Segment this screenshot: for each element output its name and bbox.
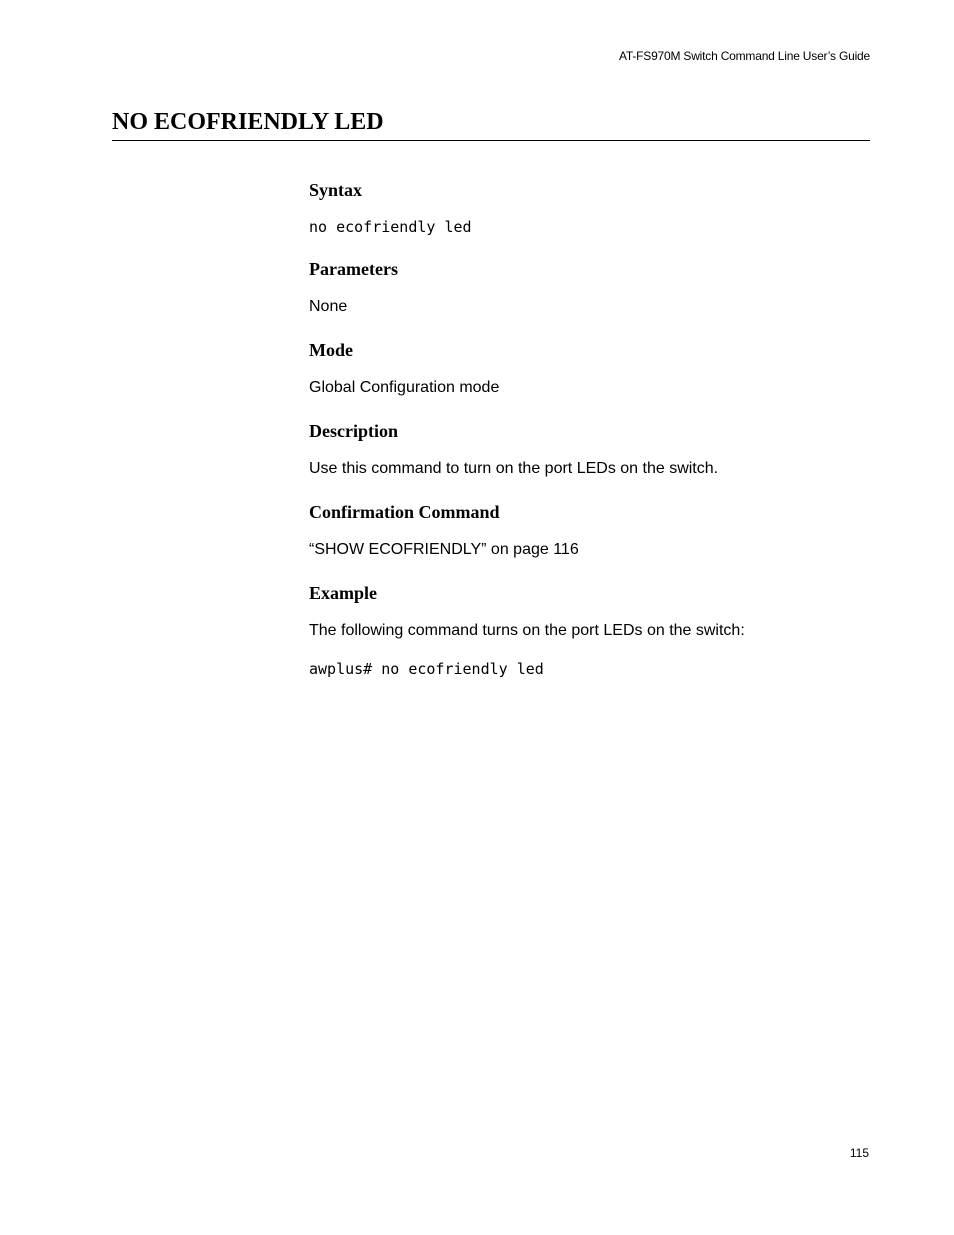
- confirmation-heading: Confirmation Command: [309, 502, 500, 522]
- example-heading: Example: [309, 583, 378, 603]
- running-header: AT-FS970M Switch Command Line User’s Guide: [618, 49, 870, 63]
- description-heading: Description: [309, 421, 398, 441]
- description-text: Use this command to turn on the port LEDs on the switch.: [309, 460, 719, 477]
- confirmation-text: “SHOW ECOFRIENDLY” on page 116: [309, 541, 579, 558]
- example-text: The following command turns on the port LEDs on the switch:: [309, 622, 745, 639]
- mode-text: Global Configuration mode: [309, 379, 500, 396]
- example-code: awplus# no ecofriendly led: [309, 660, 544, 678]
- title-divider: [112, 140, 870, 141]
- syntax-heading: Syntax: [309, 180, 363, 200]
- mode-heading: Mode: [309, 340, 353, 360]
- page-title: NO ECOFRIENDLY LED: [112, 109, 384, 135]
- syntax-code: no ecofriendly led: [309, 218, 472, 236]
- page-number: 115: [849, 1146, 869, 1160]
- parameters-heading: Parameters: [309, 259, 398, 279]
- parameters-text: None: [309, 298, 348, 315]
